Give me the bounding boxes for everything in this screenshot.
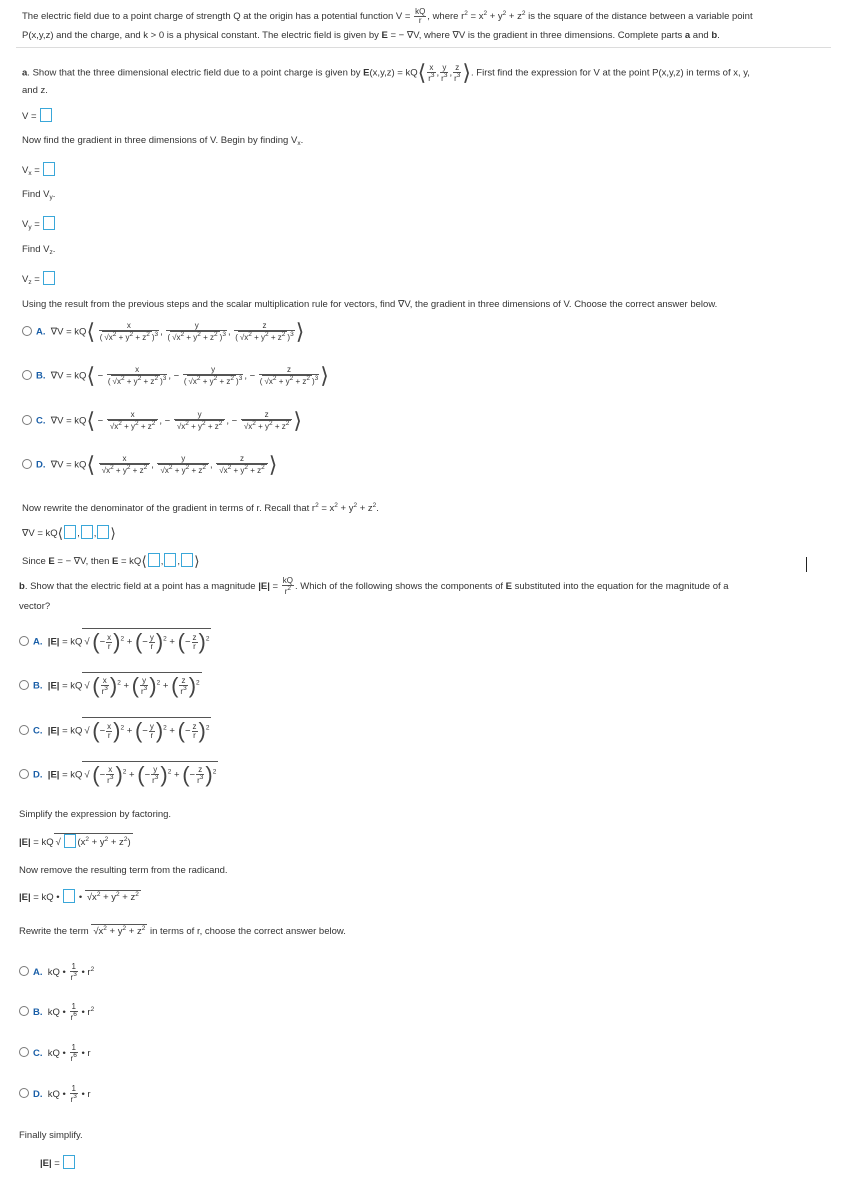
simplify-prompt: Simplify the expression by factoring. <box>19 809 172 820</box>
radio-icon[interactable] <box>22 370 32 380</box>
radio-icon[interactable] <box>19 1047 29 1057</box>
radio-icon[interactable] <box>22 415 32 425</box>
radio-icon[interactable] <box>22 326 32 336</box>
r-option-b[interactable]: B. kQ • $\frac{1}{r^6}$ • $r^2$ <box>19 1003 94 1022</box>
find-vy: Find $V_y$. <box>22 189 56 201</box>
vy-answer-row: $V_y$ = <box>22 216 56 231</box>
grad-option-d[interactable]: D. ∇V = kQ⟨ $\frac{x}{√x^2 + y^2 + z^2}$ , $\frac{y}{√x^2 + y^2 + z^2}$ , $\frac{z}{√x^2 + y^2 + z^2}$ ⟩ <box>22 452 277 478</box>
radio-icon[interactable] <box>19 1006 29 1016</box>
mag-option-a[interactable]: A. |E| = kQ √ (− $\frac{x}{r}$ )$^2$ + (− $\frac{y}{r}$ )$^2$ + (− $\frac{z}{r}$ )$^2$ <box>19 628 211 655</box>
e-y-box[interactable] <box>164 553 176 567</box>
grad-option-c[interactable]: C. ∇V = kQ⟨ − $\frac{x}{√x^2 + y^2 + z^2}$ , − $\frac{y}{√x^2 + y^2 + z^2}$ , − $\frac{z}{√x^2 + y^2 + z^2}$ ⟩ <box>22 408 302 434</box>
finally-prompt: Finally simplify. <box>19 1130 83 1141</box>
rewrite-r-prompt: Rewrite the term $√x^2 + y^2 + z^2$ in terms of r, choose the correct answer below. <box>19 925 346 937</box>
mag-option-d[interactable]: D. |E| = kQ √ (− $\frac{x}{r^3}$ )$^2$ + (− $\frac{y}{r^3}$ )$^2$ + (− $\frac{z}{r^3}$ )$^2$ <box>19 761 218 788</box>
part-b-intro-2: vector? <box>19 601 51 612</box>
mag-option-b[interactable]: B. |E| = kQ √ ( $\frac{x}{r^3}$ )$^2$ + ( $\frac{y}{r^3}$ )$^2$ + ( $\frac{z}{r^3}$ )$^2$ <box>19 672 202 699</box>
rewrite-prompt: Now rewrite the denominator of the gradient in terms of r. Recall that $r^2 = x^2 + y^2 + z^2$. <box>22 502 379 514</box>
part-b-intro: b. Show that the electric field at a point has a magnitude |E| = $\frac{kQ}{r^2}$ . Which of the following shows the components of E substituted into the equation for the magnitude of a <box>19 576 729 596</box>
vz-answer-row: $V_z$ = <box>22 271 56 286</box>
text-cursor <box>806 557 807 572</box>
radio-icon[interactable] <box>19 769 29 779</box>
since-answer-row: Since E = − ∇V, then E = kQ⟨ , , ⟩ <box>22 553 200 569</box>
r-option-c[interactable]: C. kQ • $\frac{1}{r^6}$ • r <box>19 1044 91 1063</box>
grad-prompt: Now find the gradient in three dimensions of V. Begin by finding $V_x$. <box>22 135 304 147</box>
radio-icon[interactable] <box>22 459 32 469</box>
vy-answer-box[interactable] <box>43 216 55 230</box>
v-answer-row <box>22 108 53 122</box>
final-answer-row: |E| = <box>40 1155 76 1169</box>
part-a-intro-suffix: and z. <box>22 85 48 96</box>
intro-line-2: P(x,y,z) and the charge, and k > 0 is a physical constant. The electric field is given by E = − ∇V, where ∇V is the gradient in three dimensions. Complete parts a and b. <box>22 30 720 41</box>
gradv-z-box[interactable] <box>97 525 109 539</box>
gradv-answer-row: ∇V = kQ⟨ , , ⟩ <box>22 525 116 541</box>
e-z-box[interactable] <box>181 553 193 567</box>
remove-box[interactable] <box>63 889 75 903</box>
simplify-box[interactable] <box>64 834 76 848</box>
radio-icon[interactable] <box>19 725 29 735</box>
radio-icon[interactable] <box>19 966 29 976</box>
simplify-answer-row: |E| = kQ √ $(x^2 + y^2 + z^2)$ <box>19 833 133 848</box>
choose-prompt: Using the result from the previous steps and the scalar multiplication rule for vectors, find ∇V, the gradient in three dimensions of V. Choose the correct answer below. <box>22 299 718 310</box>
gradv-y-box[interactable] <box>81 525 93 539</box>
vx-answer-box[interactable] <box>43 162 55 176</box>
radio-icon[interactable] <box>19 680 29 690</box>
find-vz: Find $V_z$. <box>22 244 56 256</box>
part-a-intro: a. Show that the three dimensional electric field due to a point charge is given by E(x,y,z) = kQ⟨ $\frac{x}{r^3}$ , $\frac{y}{r^3}$ , $\frac{z}{r^3}$ ⟩. First find the expression for V at the point P(x,y,z) in terms of x, y, <box>22 60 750 85</box>
vz-answer-box[interactable] <box>43 271 55 285</box>
radio-icon[interactable] <box>19 636 29 646</box>
e-x-box[interactable] <box>148 553 160 567</box>
remove-prompt: Now remove the resulting term from the radicand. <box>19 865 228 876</box>
grad-option-b[interactable]: B. ∇V = kQ⟨ − $\frac{x}{( √x^2 + y^2 + z^2 )^3}$ , − $\frac{y}{( √x^2 + y^2 + z^2 )^3}$ , − $\frac{z}{( √x^2 + y^2 + z^2 )^3}$ ⟩ <box>22 363 329 389</box>
radio-icon[interactable] <box>19 1088 29 1098</box>
final-answer-box[interactable] <box>63 1155 75 1169</box>
v-label: V = <box>22 111 37 122</box>
vx-answer-row: $V_x$ = <box>22 162 56 177</box>
intro-line-1: The electric field due to a point charge of strength Q at the origin has a potential function V = $\frac{kQ}{r}$ , where $r^2 = x^2 + y^2 + z^2$ is the square of the distance between a variable point <box>22 7 753 25</box>
mag-option-c[interactable]: C. |E| = kQ √ (− $\frac{x}{r}$ )$^2$ + (− $\frac{y}{r}$ )$^2$ + (− $\frac{z}{r}$ )$^2$ <box>19 717 211 744</box>
r-option-a[interactable]: A. kQ • $\frac{1}{r^3}$ • $r^2$ <box>19 963 94 982</box>
v-answer-box[interactable] <box>40 108 52 122</box>
gradv-x-box[interactable] <box>64 525 76 539</box>
r-option-d[interactable]: D. kQ • $\frac{1}{r^3}$ • r <box>19 1085 91 1104</box>
remove-answer-row: |E| = kQ • • $√x^2 + y^2 + z^2$ <box>19 891 139 903</box>
grad-option-a[interactable]: A. ∇V = kQ⟨ $\frac{x}{( √x^2 + y^2 + z^2 )^3}$ , $\frac{y}{( √x^2 + y^2 + z^2 )^3}$ , $\frac{z}{( √x^2 + y^2 + z^2 )^3}$ ⟩ <box>22 319 304 345</box>
